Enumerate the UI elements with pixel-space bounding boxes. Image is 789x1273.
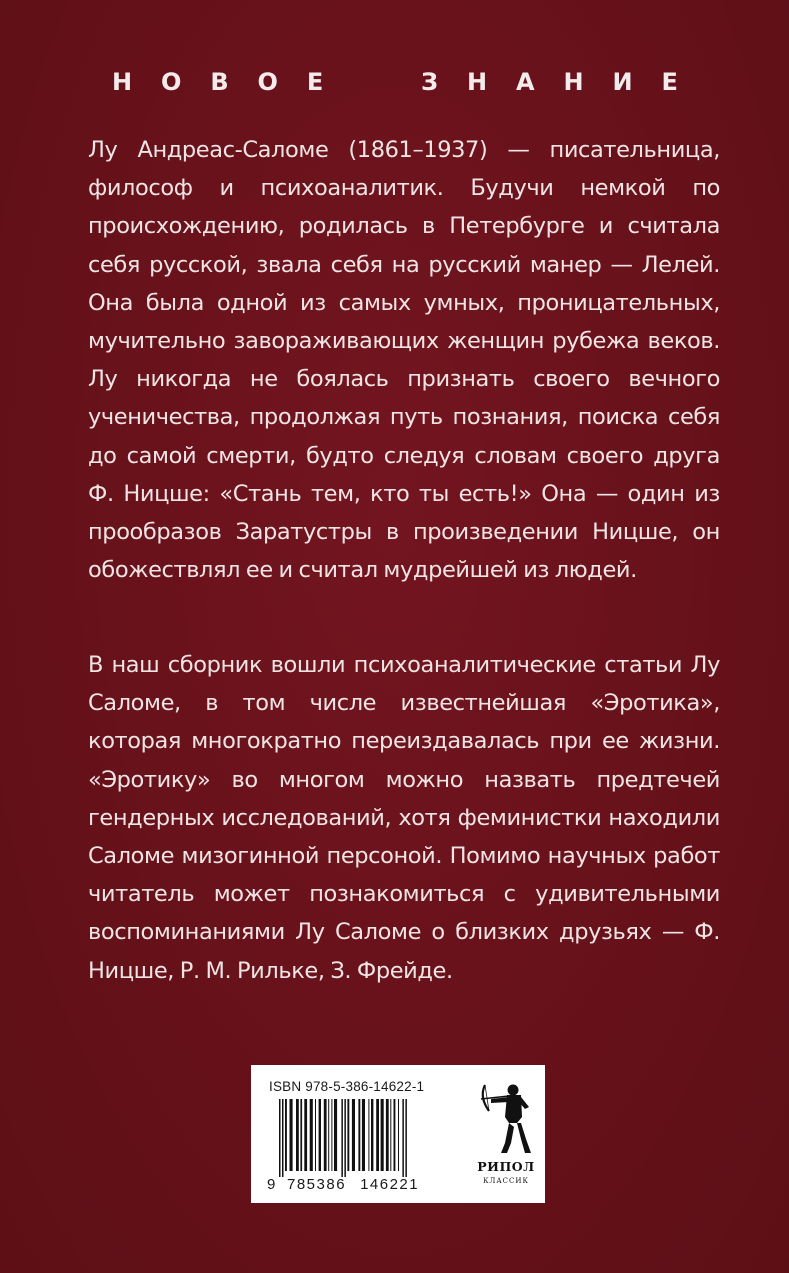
series-letter: Е: [306, 68, 324, 96]
series-letter: З: [421, 68, 439, 96]
annotation-paragraph-author: Лу Андреас-Саломе (1861–1937) — писательница, философ и психоаналитик. Будучи немкой по происхождению, родилась в Петербурге и считала себя русской, звала себя на русский манер — Лелей. Она была одной из самых умных, проницательных, мучительно завораживающих женщин рубежа веков. Лу никогда не боялась признать своего вечного ученичества, продолжая путь познания, поиска себя до самой смерти, будто следуя словам своего друга Ф. Ницше: «Стань тем, кто ты есть!» Она — один из прообразов Заратустры в произведении Ницше, он обожествлял ее и считал мудрейшей из людей.: [88, 137, 720, 584]
series-letter: Е: [661, 68, 678, 96]
archer-figure-icon: [475, 1077, 537, 1157]
barcode-bar: [381, 1099, 384, 1171]
barcode-bar: [358, 1099, 360, 1171]
series-title: [112, 68, 678, 96]
barcode-bar: [390, 1099, 391, 1171]
barcode-bar: [398, 1099, 399, 1171]
barcode-bar: [371, 1099, 373, 1171]
barcode-bar: [319, 1099, 321, 1171]
barcode-bar: [304, 1099, 307, 1171]
barcode-bar: [296, 1099, 299, 1171]
barcode-bar: [405, 1099, 407, 1177]
barcode-bar: [362, 1099, 365, 1171]
series-letter: Н: [112, 68, 133, 96]
barcode-panel: [251, 1065, 545, 1203]
annotation-paragraph-collection: В наш сборник вошли психоаналитические статьи Лу Саломе, в том числе известнейшая «Эротика», которая многократно переиздавалась при ее жизни. «Эротику» во многом можно назвать предтечей гендерных исследований, хотя феминистки находили Саломе мизогинной персоной. Помимо научных работ читатель может познакомиться с удивительными воспоминаниями Лу Саломе о близких друзьях — Ф. Ницше, Р. М. Рильке, З. Фрейде.: [88, 652, 720, 984]
barcode-bar: [331, 1099, 332, 1171]
series-word-gap: [352, 68, 392, 96]
barcode-bar: [285, 1099, 287, 1171]
barcode-bar: [282, 1099, 284, 1177]
barcode-bars: [267, 1099, 467, 1177]
barcode-bar: [376, 1099, 379, 1171]
barcode-bar: [279, 1099, 281, 1177]
series-letter: Н: [563, 68, 584, 96]
barcode-bar: [368, 1099, 369, 1171]
barcode-bar: [352, 1099, 355, 1171]
barcode-bar: [402, 1099, 404, 1177]
barcode-bar: [347, 1099, 349, 1171]
barcode-bar: [341, 1099, 343, 1177]
barcode-bar: [344, 1099, 346, 1177]
barcode-bar: [394, 1099, 396, 1171]
publisher-name: РИПОЛ: [477, 1159, 535, 1174]
ean-left-group: 785386: [287, 1176, 347, 1193]
publisher-logo: [475, 1077, 537, 1199]
ean-digits: [267, 1176, 467, 1193]
barcode-bar: [324, 1099, 327, 1171]
ean-lead-digit: 9: [267, 1176, 276, 1193]
barcode-bar: [290, 1099, 293, 1171]
series-letter: В: [210, 68, 229, 96]
publisher-subtitle: КЛАССИК: [483, 1177, 529, 1185]
barcode-bar: [315, 1099, 316, 1171]
barcode-bar: [334, 1099, 337, 1171]
isbn-label: ISBN 978-5-386-14622-1: [269, 1079, 425, 1094]
series-letter: А: [516, 68, 535, 96]
ean-right-group: 146221: [360, 1176, 420, 1193]
barcode-bar: [386, 1099, 389, 1171]
series-letter: Н: [467, 68, 488, 96]
series-letter: О: [257, 68, 278, 96]
barcode-bar: [300, 1099, 302, 1171]
barcode-bar: [310, 1099, 313, 1171]
series-letter: О: [161, 68, 182, 96]
series-letter: И: [612, 68, 633, 96]
barcode-bar: [328, 1099, 329, 1171]
